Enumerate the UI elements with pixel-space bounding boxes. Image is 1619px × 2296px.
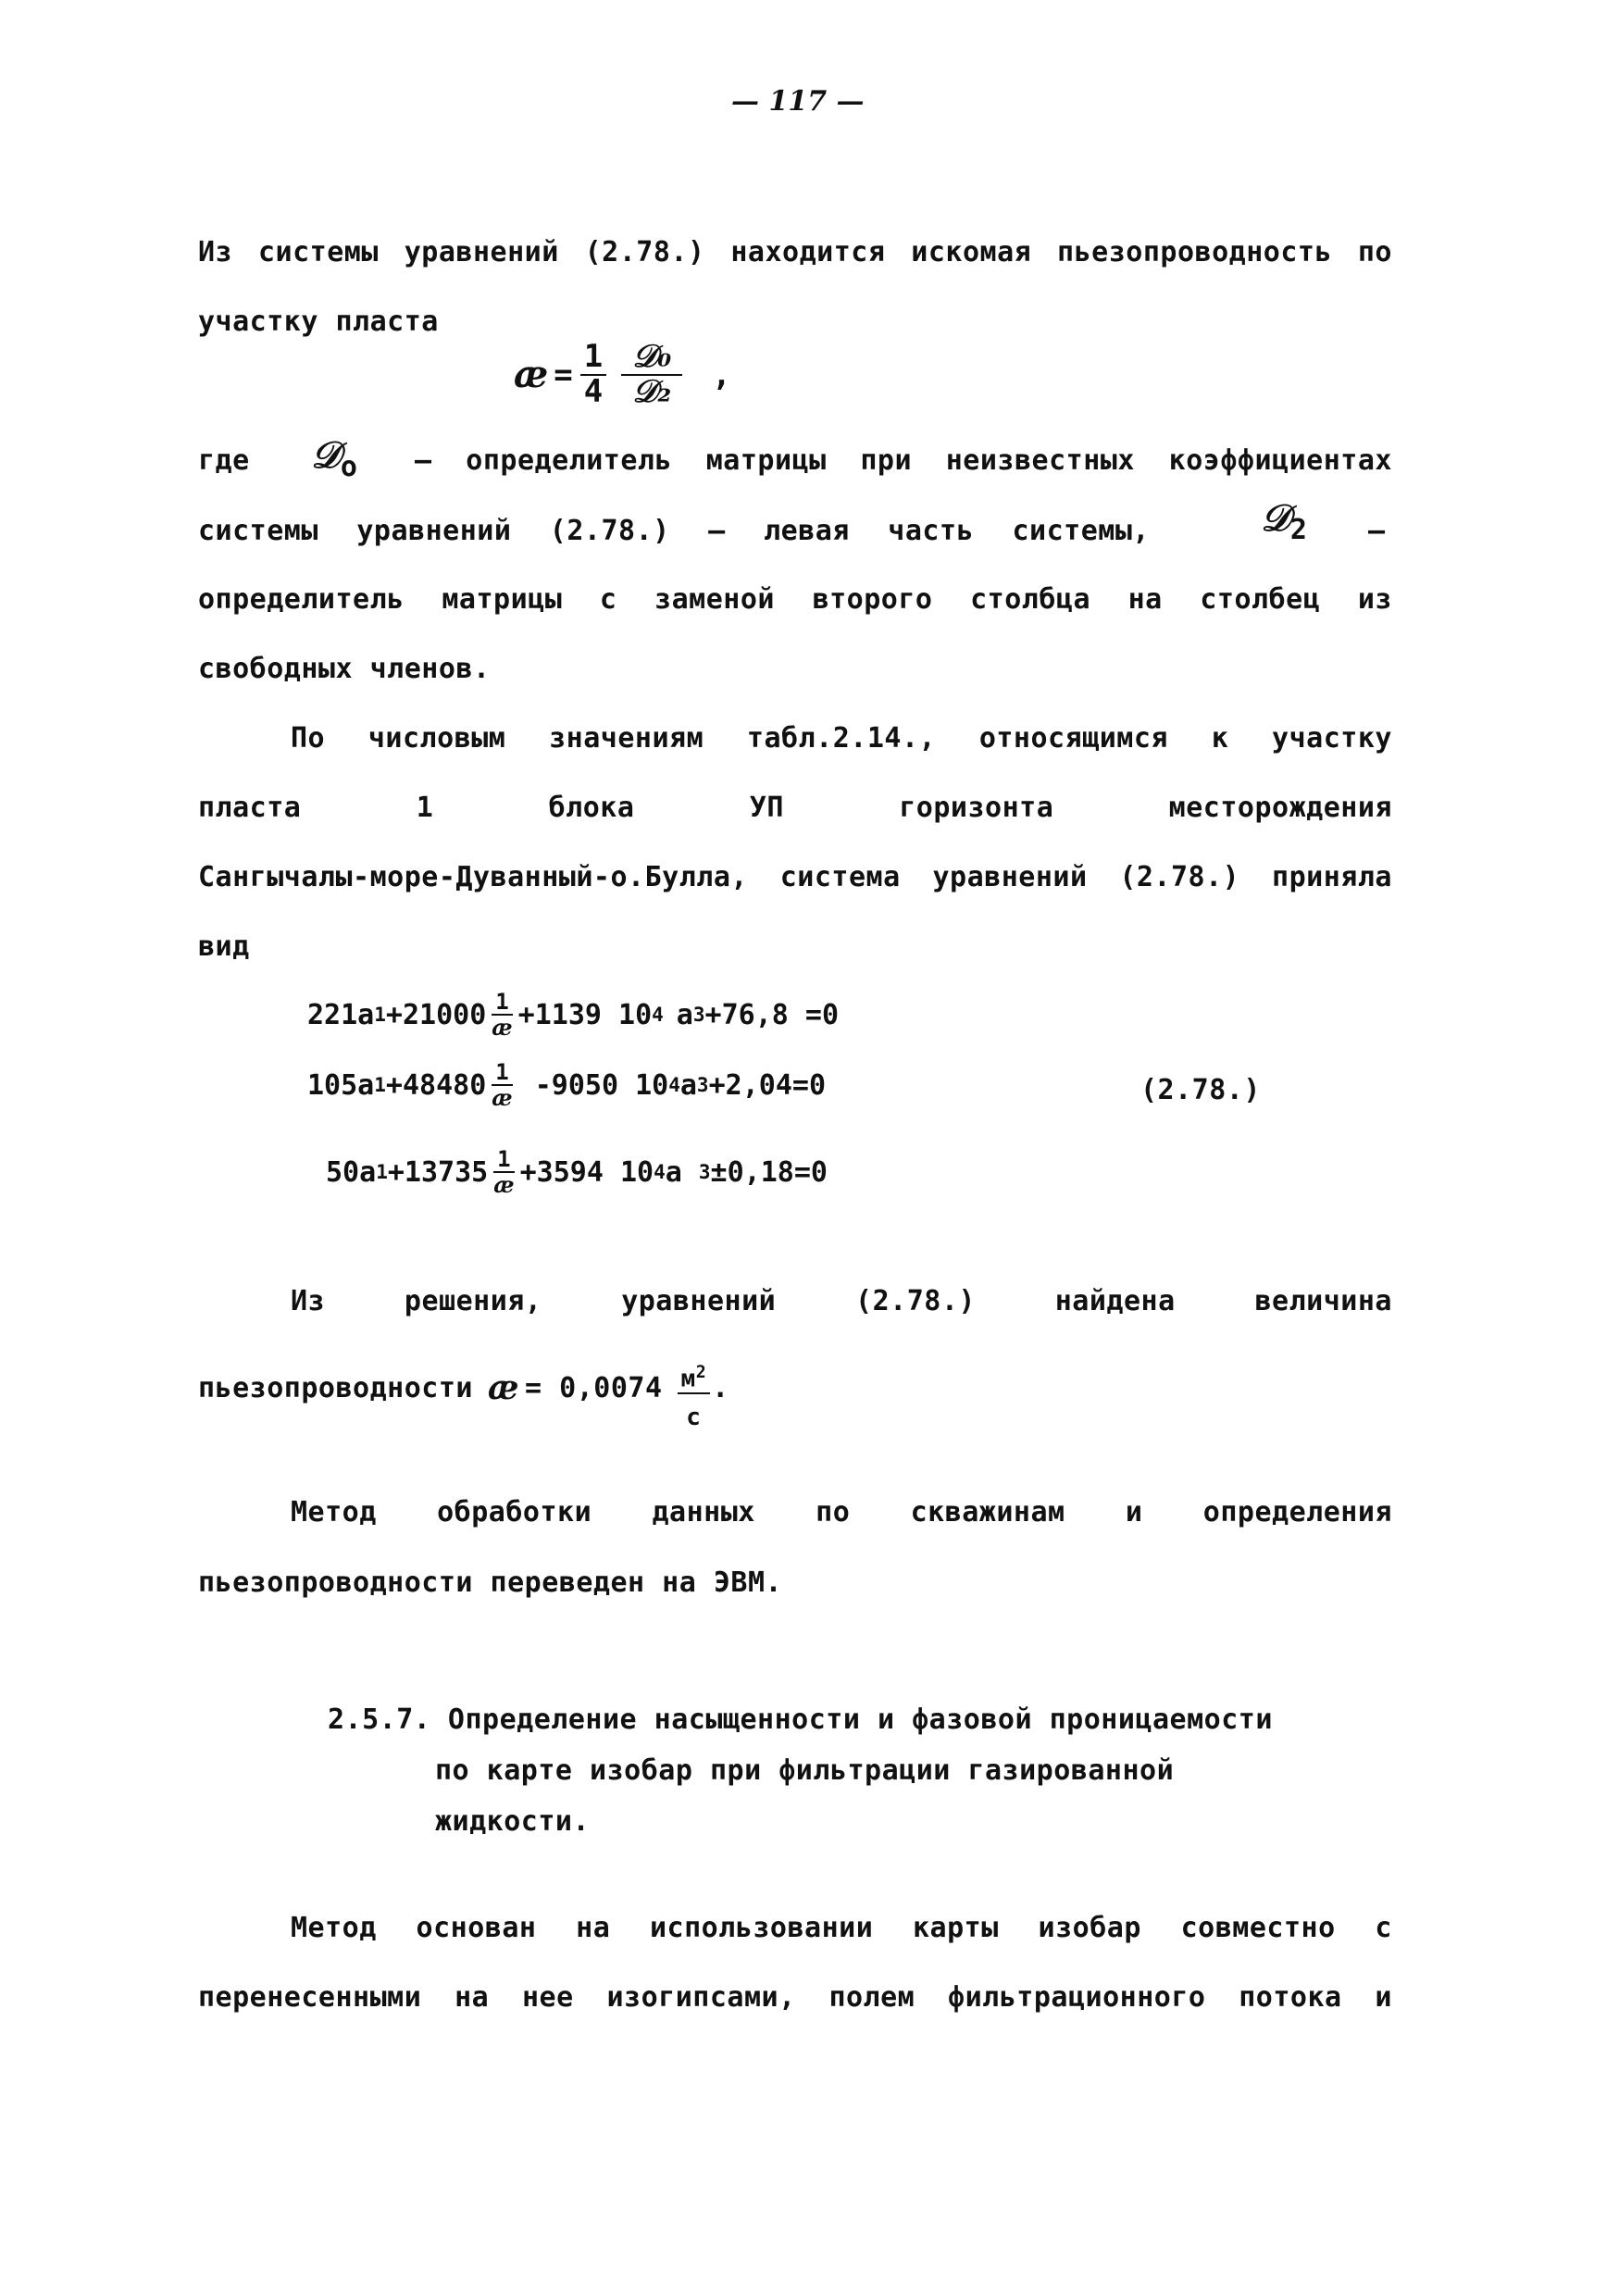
eq2-fraction (488, 1059, 516, 1112)
paragraph-5-line-2: пьезопроводности переведен на ЭВМ. (198, 1566, 783, 1599)
word: изобар (1038, 1912, 1141, 1944)
eq3-term-a: 50a (326, 1155, 377, 1189)
eq1-power: 4 (652, 1004, 664, 1027)
word: по (816, 1496, 851, 1529)
eq1-term-e: +76,8 =0 (704, 998, 840, 1031)
equation-1 (307, 989, 840, 1042)
eq1-frac-num: 1 (492, 991, 512, 1016)
eq1-term-b: +21000 (385, 998, 487, 1031)
coef-denominator: 4 (583, 372, 604, 410)
determinant-d2: 𝒟 (1261, 496, 1290, 540)
word: блока (548, 792, 635, 824)
word: Метод (291, 1496, 377, 1529)
word: с (1375, 1912, 1392, 1944)
unit-fraction (678, 1364, 711, 1430)
determinant-d0: 𝒟 (311, 433, 341, 477)
word: система (779, 861, 901, 893)
word: 1 (416, 792, 434, 824)
word: карты (913, 1912, 999, 1944)
eq1-term-a: 221a (307, 998, 375, 1031)
formula-comma: , (712, 356, 731, 393)
word: столбца (970, 583, 1091, 616)
word: матрицы (705, 444, 827, 477)
eq2-power: 4 (668, 1074, 680, 1097)
word: совместно (1180, 1912, 1336, 1944)
eq3-term-d: a (665, 1155, 699, 1189)
word: фильтрационного (948, 1981, 1206, 2014)
paragraph-3-line-2 (198, 792, 1392, 824)
eq3-term-e: ±0,18=0 (710, 1155, 828, 1189)
eq2-term-c: -9050 10 (517, 1068, 669, 1102)
paragraph-4-line-2 (198, 1354, 729, 1431)
eq2-a-subscript: 1 (374, 1074, 386, 1097)
word: на (1127, 583, 1163, 616)
word: системы (257, 236, 379, 268)
paragraph-2-line-4: свободных членов. (198, 653, 491, 685)
determinant-numerator: 𝒟₀ (621, 341, 682, 376)
word: Метод (291, 1912, 377, 1944)
eq3-fraction (490, 1146, 517, 1199)
word: приняла (1272, 861, 1392, 893)
where-word: где (198, 444, 250, 477)
word: уравнений (404, 236, 559, 268)
word: — (708, 515, 726, 547)
word: изогипсами, (606, 1981, 796, 2014)
eq1-a-subscript: 1 (374, 1004, 386, 1027)
word: (2.78.) (549, 515, 670, 547)
formula-determinant-ratio (621, 338, 682, 410)
eq1-fraction (488, 989, 516, 1042)
word: к (1211, 722, 1229, 755)
word: определитель (466, 444, 673, 477)
word: нее (522, 1981, 574, 2014)
eq3-power: 4 (654, 1161, 666, 1184)
word: полем (828, 1981, 915, 2014)
eq2-term-e: +2,04=0 (708, 1068, 827, 1102)
coef-numerator: 1 (580, 341, 606, 376)
word: столбец (1200, 583, 1321, 616)
eq3-a-subscript: 1 (376, 1161, 388, 1184)
word: системы (198, 515, 318, 547)
word: найдена (1054, 1285, 1176, 1317)
word: обработки (437, 1496, 592, 1529)
page-number: — 117 — (731, 85, 865, 118)
word: неизвестных (945, 444, 1135, 477)
word: заменой (654, 583, 775, 616)
unit-second: с (686, 1403, 702, 1431)
word: матрицы (442, 583, 563, 616)
paragraph-2-line-3 (198, 583, 1392, 616)
paragraph-6-line-1 (291, 1912, 1392, 1944)
equation-3 (326, 1146, 828, 1199)
word: участку (1272, 722, 1392, 755)
word: уравнений (621, 1285, 777, 1317)
word: часть (888, 515, 975, 547)
word: определения (1202, 1496, 1392, 1529)
section-heading-line-2: по карте изобар при фильтрации газированной (435, 1754, 1175, 1787)
word: при (860, 444, 913, 477)
eq3-frac-num: 1 (493, 1148, 514, 1173)
word: определитель (198, 583, 405, 616)
piezoconductivity-word: пьезопроводности (198, 1371, 473, 1404)
paragraph-3-line-3 (198, 861, 1392, 893)
paragraph-6-line-2 (198, 1981, 1392, 2014)
equation-2 (307, 1059, 827, 1112)
formula-equals: = (554, 356, 573, 393)
paragraph-1-line-2: участку пласта (198, 306, 439, 338)
word: Сангычалы-море-Дуванный-о.Булла, (198, 861, 748, 893)
determinant-denominator: 𝒟₂ (632, 372, 672, 410)
word: уравнений (356, 515, 512, 547)
word: левая (764, 515, 850, 547)
eq3-term-c: +3594 10 (519, 1155, 654, 1189)
word: перенесенными (198, 1981, 422, 2014)
formula-piezoconductivity (514, 338, 731, 410)
paragraph-2-line-2 (198, 515, 1150, 547)
determinant-d0-symbol (311, 433, 357, 483)
eq2-term-a: 105a (307, 1068, 375, 1102)
word: находится (730, 236, 886, 268)
determinant-d2-subscript: 2 (1289, 514, 1307, 546)
word: потока (1239, 1981, 1342, 2014)
eq1-d-subscript: 3 (692, 1004, 705, 1027)
word: с (599, 583, 617, 616)
paragraph-3-line-1 (291, 722, 1392, 755)
unit-numerator (678, 1364, 711, 1394)
word: УП (749, 792, 784, 824)
word: второго (812, 583, 933, 616)
word: (2.78.) (1119, 861, 1240, 893)
eq2-term-d: a (679, 1068, 697, 1102)
word: основан (416, 1912, 537, 1944)
word: коэффициентах (1168, 444, 1392, 477)
section-heading-line-3: жидкости. (435, 1805, 591, 1838)
determinant-d2-symbol (1261, 496, 1307, 546)
system-label: (2.78.) (1140, 1074, 1261, 1106)
paragraph-2-line-2-dash: — (1368, 515, 1386, 547)
piezoconductivity-value: = 0,0074 (525, 1371, 663, 1404)
eq2-frac-num: 1 (492, 1061, 512, 1086)
word: использовании (649, 1912, 874, 1944)
word: и (1375, 1981, 1392, 2014)
eq1-term-d: a (676, 998, 693, 1031)
eq1-term-c: +1139 10 (517, 998, 653, 1031)
eq3-d-subscript: 3 (698, 1161, 711, 1184)
word: (2.78.) (855, 1285, 976, 1317)
word: искомая (911, 236, 1032, 268)
word: и (1125, 1496, 1143, 1529)
word: — (415, 444, 432, 477)
word: табл.2.14., (746, 722, 937, 755)
paragraph-3-line-4: вид (198, 930, 250, 963)
eq1-frac-den: æ (492, 1014, 513, 1042)
word: числовым (367, 722, 506, 755)
unit-meter: м (680, 1365, 696, 1393)
word: (2.78.) (584, 236, 705, 268)
formula-lhs: æ (514, 353, 549, 397)
determinant-d0-subscript: o (340, 451, 357, 483)
eq2-d-subscript: 3 (696, 1074, 709, 1097)
word: относящимся (978, 722, 1168, 755)
word: решения, (404, 1285, 542, 1317)
unit-power: 2 (695, 1363, 707, 1382)
piezoconductivity-symbol: æ (487, 1368, 520, 1408)
eq3-frac-den: æ (493, 1171, 515, 1199)
word: величина (1254, 1285, 1392, 1317)
word: Из (198, 236, 233, 268)
word: пьезопроводность (1057, 236, 1333, 268)
eq2-frac-den: æ (492, 1084, 513, 1112)
eq2-term-b: +48480 (385, 1068, 487, 1102)
word: данных (652, 1496, 755, 1529)
word: месторождения (1168, 792, 1392, 824)
word: горизонта (899, 792, 1054, 824)
word: системы, (1012, 515, 1150, 547)
section-heading-line-1: 2.5.7. Определение насыщенности и фазовой проницаемости (328, 1703, 1273, 1736)
word: значениям (549, 722, 704, 755)
word: на (455, 1981, 490, 2014)
unit-period: . (712, 1371, 729, 1404)
paragraph-2-line-1 (415, 444, 1392, 477)
paragraph-1-line-1 (198, 236, 1392, 268)
eq3-term-b: +13735 (387, 1155, 489, 1189)
paragraph-5-line-1 (291, 1496, 1392, 1529)
word: Из (291, 1285, 326, 1317)
word: скважинам (910, 1496, 1065, 1529)
paragraph-4-line-1 (291, 1285, 1392, 1317)
word: по (1357, 236, 1392, 268)
formula-coefficient (580, 338, 606, 410)
word: По (291, 722, 326, 755)
word: уравнений (932, 861, 1088, 893)
word: на (576, 1912, 611, 1944)
word: пласта (198, 792, 302, 824)
word: из (1357, 583, 1392, 616)
